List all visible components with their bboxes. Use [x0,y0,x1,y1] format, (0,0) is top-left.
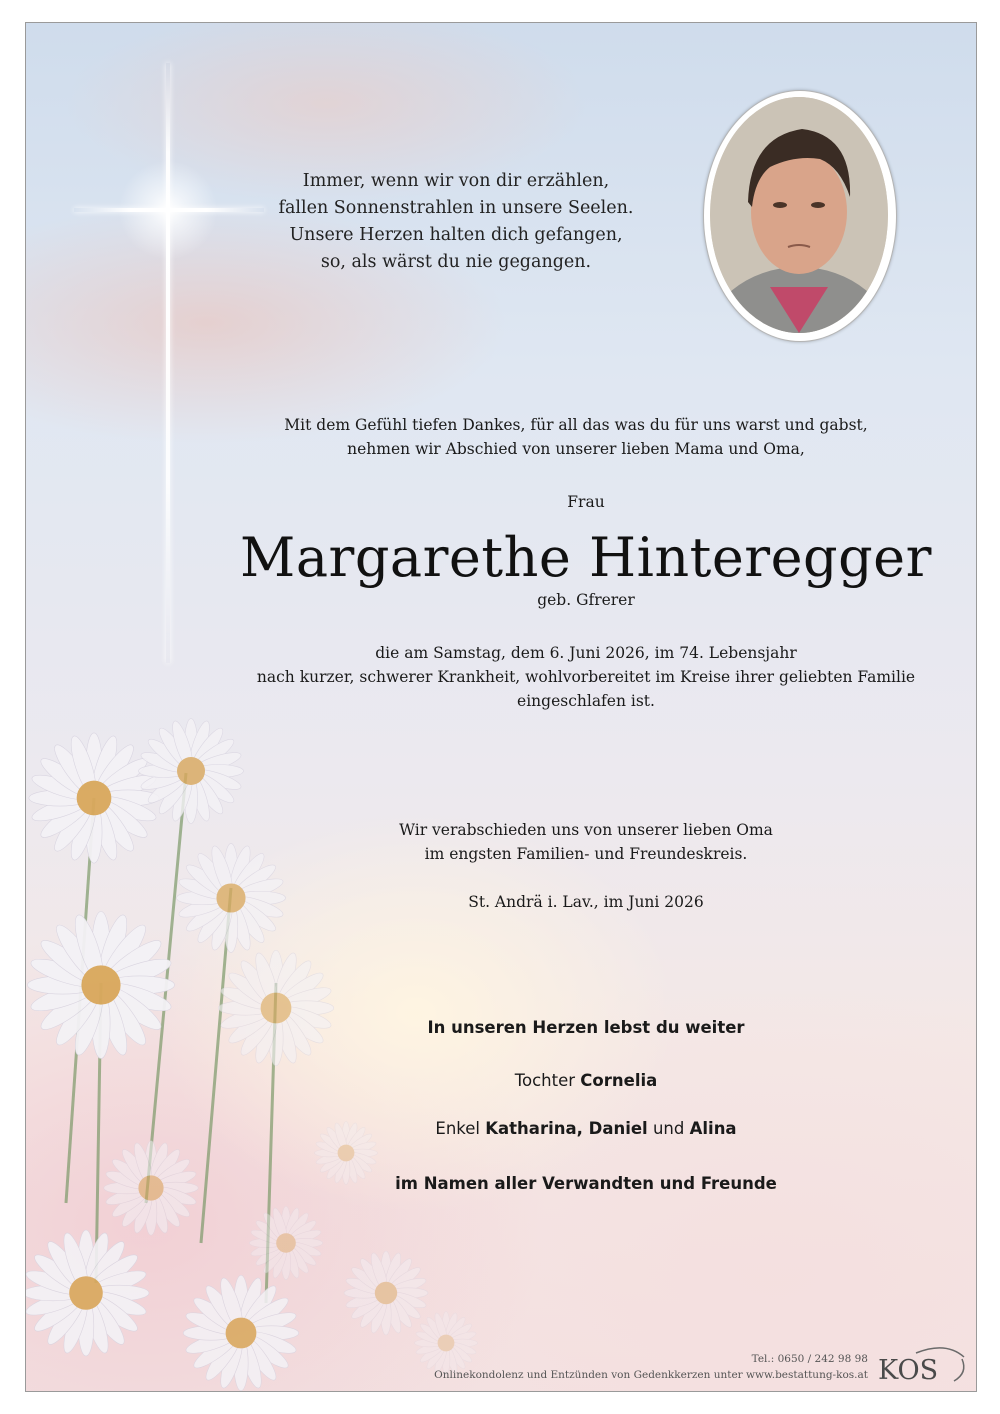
death-notice [256,641,916,713]
cross-icon-horizontal [74,208,264,212]
death-notice-line: die am Samstag, dem 6. Juni 2026, im 74. Lebensjahr [375,644,797,662]
poem-line: Immer, wenn wir von dir erzählen, [302,171,610,191]
logo-text: KOS [878,1355,939,1385]
cross-icon-vertical [166,63,170,663]
place-date: St. Andrä i. Lav., im Juni 2026 [468,893,704,911]
relation-label: Enkel [435,1119,486,1138]
daisy [176,843,285,952]
portrait-photo [710,97,888,333]
poem-line: so, als wärst du nie gegangen. [320,252,592,272]
relation-label: Tochter [514,1071,581,1090]
portrait-image [710,97,888,333]
birth-name: geb. Gfrerer [537,591,635,609]
death-notice-line: eingeschlafen ist. [517,692,655,710]
daisy [344,1251,428,1335]
poem-line: Unsere Herzen halten dich gefangen, [289,225,623,245]
death-notice-line: nach kurzer, schwerer Krankheit, wohlvorbereitet im Kreise ihrer geliebten Familie [256,668,916,686]
daisy [139,719,244,824]
farewell-text [326,818,846,866]
mourners-heading: In unseren Herzen lebst du weiter [427,1018,745,1037]
conjunction: und [647,1119,690,1138]
daisy [26,1230,149,1356]
mourner-daughter [406,1071,766,1090]
intro-text [266,413,886,461]
daisy [415,1312,478,1375]
daisy [104,1141,199,1236]
daisy-field-image [26,683,976,1391]
deceased-name: Margarethe Hinteregger [240,526,932,589]
poem [256,168,656,276]
daisy [28,912,175,1059]
mourner-name: Alina [689,1119,737,1138]
footer-phone: Tel.: 0650 / 242 98 98 [751,1353,868,1365]
mourner-name: Katharina, Daniel [485,1119,648,1138]
farewell-line: im engsten Familien- und Freundeskreis. [424,845,748,863]
footer-online-condolence: Onlinekondolenz und Entzünden von Gedenkkerzen unter www.bestattung-kos.at [434,1369,868,1381]
kos-logo [876,1345,971,1385]
farewell-line: Wir verabschieden uns von unserer lieben Oma [399,821,773,839]
obituary-card [25,22,977,1392]
salutation: Frau [567,493,605,511]
daisy [249,1206,323,1280]
intro-line: nehmen wir Abschied von unserer lieben Mama und Oma, [347,440,805,458]
daisy [218,950,334,1066]
daisy [29,733,159,863]
intro-line: Mit dem Gefühl tiefen Dankes, für all das was du für uns warst und gabst, [284,416,868,434]
mourners-closing: im Namen aller Verwandten und Freunde [395,1174,777,1193]
poem-line: fallen Sonnenstrahlen in unsere Seelen. [278,198,634,218]
daisy [183,1275,299,1391]
mourner-grandchildren [356,1119,816,1138]
mourner-name: Cornelia [580,1071,658,1090]
